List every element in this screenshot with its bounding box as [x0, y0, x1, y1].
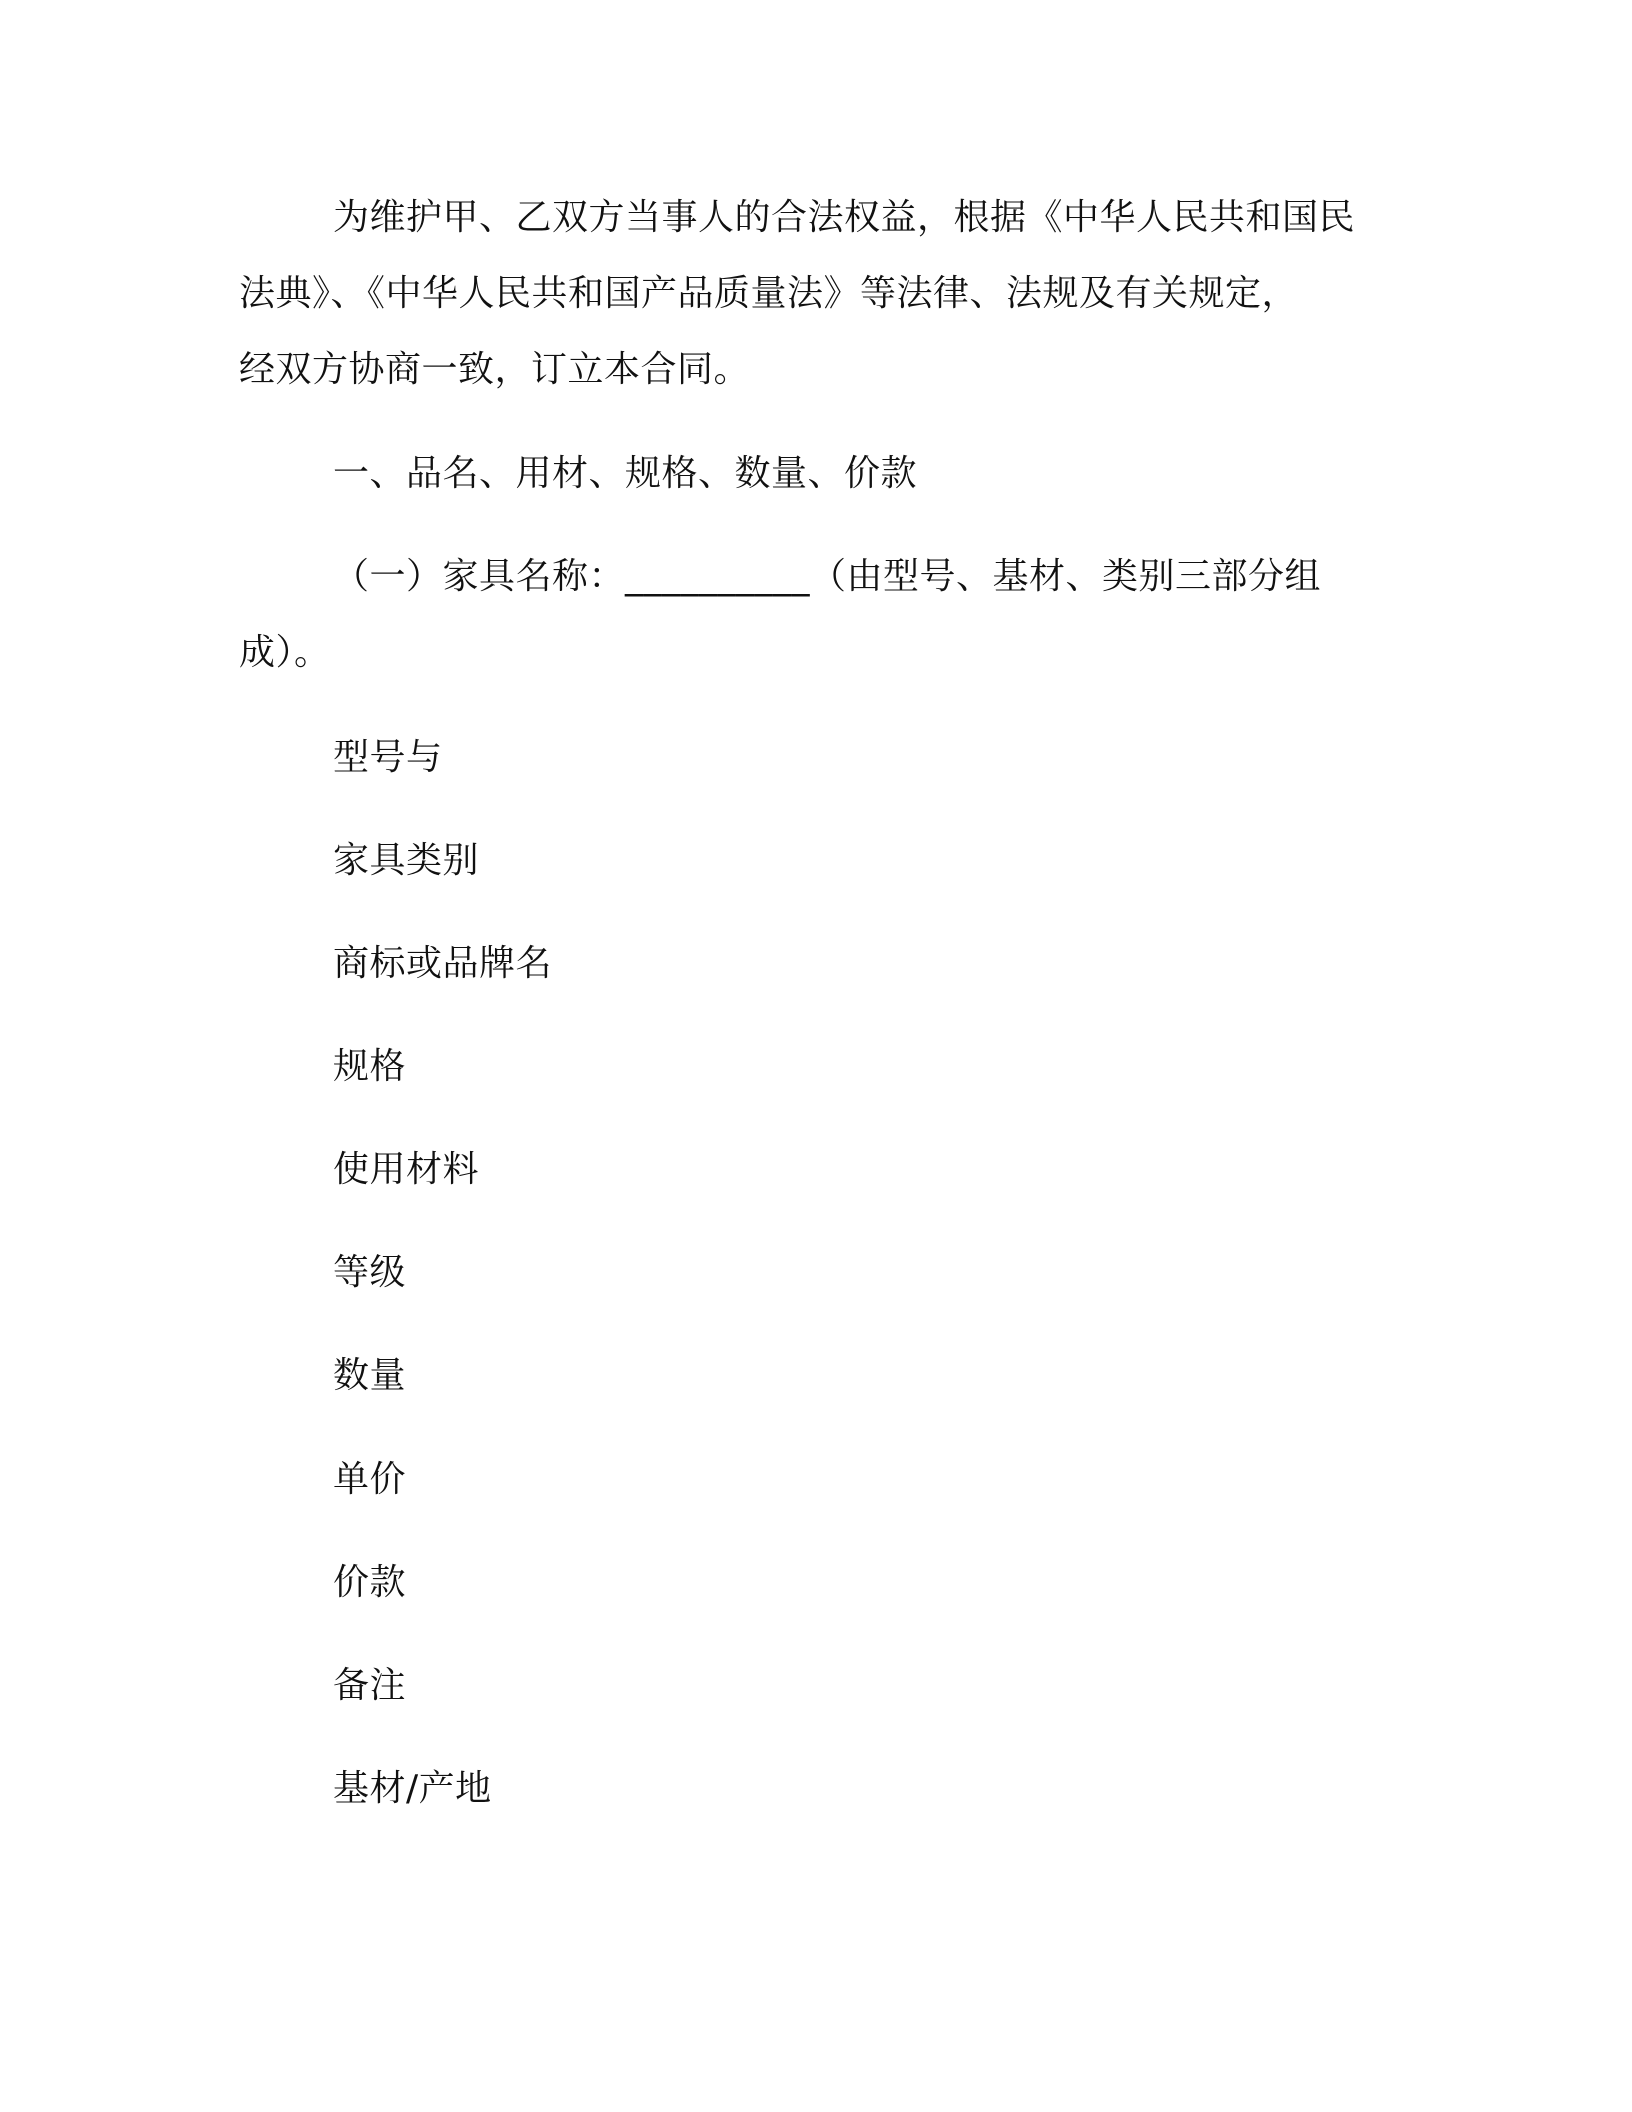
field-specification: 规格 [333, 1046, 407, 1087]
item-1-line-2: 成）。 [239, 632, 331, 673]
intro-line-3: 经双方协商一致，订立本合同。 [239, 349, 751, 390]
intro-line-2: 法典》、《中华人民共和国产品质量法》等法律、法规及有关规定， [239, 273, 1299, 314]
field-unit-price: 单价 [333, 1459, 407, 1500]
field-remarks: 备注 [333, 1665, 407, 1706]
field-grade: 等级 [333, 1252, 407, 1293]
intro-line-1: 为维护甲、乙双方当事人的合法权益，根据《中华人民共和国民 [333, 197, 1356, 238]
field-price: 价款 [333, 1562, 407, 1603]
item-1-line-1: （一）家具名称：__________（由型号、基材、类别三部分组 [333, 556, 1322, 597]
field-furniture-category: 家具类别 [333, 840, 480, 881]
field-base-material-origin: 基材/产地 [333, 1768, 492, 1809]
section-1-heading: 一、品名、用材、规格、数量、价款 [333, 453, 918, 494]
field-materials: 使用材料 [333, 1149, 480, 1190]
field-quantity: 数量 [333, 1355, 407, 1396]
field-brand-name: 商标或品牌名 [333, 943, 553, 984]
field-model: 型号与 [333, 737, 443, 778]
